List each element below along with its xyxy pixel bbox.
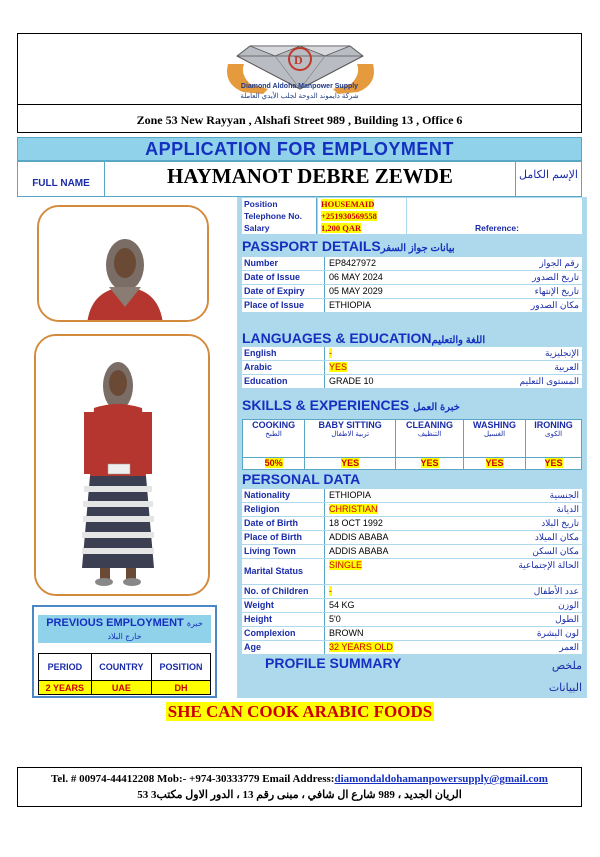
prev-value-country: UAE — [91, 681, 151, 695]
personal-row-pob: Place of Birth ADDIS ABABA مكان الميلاد — [242, 531, 582, 544]
salary-label: Salary — [242, 222, 317, 234]
svg-text:D: D — [294, 53, 303, 67]
position-row — [242, 198, 582, 210]
details-panel — [237, 197, 587, 698]
person-portrait-icon — [39, 207, 209, 322]
previous-employment-header — [38, 615, 211, 643]
personal-row-religion: Religion CHRISTIAN الديانة — [242, 503, 582, 516]
skill-cooking: COOKING الطبخ — [243, 420, 305, 458]
phone-row — [242, 210, 582, 222]
page-title: APPLICATION FOR EMPLOYMENT — [17, 137, 582, 161]
company-address: Zone 53 New Rayyan , Alshafi Street 989 , Building 13 , Office 6 — [18, 104, 581, 134]
skill-ironing-value: YES — [526, 458, 582, 470]
footer — [17, 767, 582, 807]
company-logo — [18, 34, 581, 104]
personal-row-age: Age 32 YEARS OLD العمر — [242, 641, 582, 654]
previous-employment-title-ar: خبرة خارج البلاد — [107, 619, 203, 641]
footer-address-ar: 53 الريان الجديد ، 989 شارع ال شافي ، مبنى رقم 13 ، الدور الاول مكتب3 — [137, 789, 462, 801]
summary-text: SHE CAN COOK ARABIC FOODS — [167, 702, 433, 721]
skill-cleaning-value: YES — [396, 458, 464, 470]
full-name-row — [17, 161, 582, 197]
language-row-english: English - الإنجليزية — [242, 347, 582, 360]
phone-value: +251930569558 — [318, 210, 406, 222]
skill-baby-sitting: BABY SITTING تربية الاطفال — [305, 420, 396, 458]
reference-label: Reference: — [475, 223, 519, 233]
personal-row-nationality: Nationality ETHIOPIA الجنسية — [242, 489, 582, 502]
full-name-label: FULL NAME — [18, 162, 105, 196]
personal-row-complexion: Complexion BROWN لون البشرة — [242, 627, 582, 640]
skill-baby-sitting-value: YES — [305, 458, 396, 470]
full-name-label-ar: الإسم الكامل — [515, 162, 581, 196]
skills-section-title: SKILLS & EXPERIENCES خبرة العمل — [242, 397, 460, 413]
prev-header-country: COUNTRY — [91, 654, 151, 681]
email-link[interactable]: diamondaldohamanpowersupply@gmail.com — [334, 773, 548, 785]
profile-summary-title: PROFILE SUMMARY — [265, 655, 402, 671]
full-body-photo — [34, 334, 210, 596]
company-name-ar: شركة دايموند الدوحة لجلب الأيدي العاملة — [240, 93, 359, 100]
person-full-body-icon — [36, 336, 210, 596]
prev-header-position: POSITION — [152, 654, 211, 681]
prev-header-period: PERIOD — [39, 654, 92, 681]
previous-employment-box — [32, 605, 217, 698]
personal-row-living-town: Living Town ADDIS ABABA مكان السكن — [242, 545, 582, 558]
personal-row-children: No. of Children - عدد الأطفال — [242, 585, 582, 598]
personal-section-title: PERSONAL DATA — [242, 471, 361, 487]
skill-cleaning: CLEANING التنظيف — [396, 420, 464, 458]
language-row-arabic: Arabic YES العربية — [242, 361, 582, 374]
passport-row-expiry: Date of Expiry 05 MAY 2029 تاريخ الإنتهاء — [242, 285, 582, 298]
previous-employment-title: PREVIOUS EMPLOYMENT — [46, 617, 184, 629]
passport-row-number: Number EP8427972 رقم الجواز — [242, 257, 582, 270]
phone-label: Telephone No. — [242, 210, 317, 222]
position-label: Position — [242, 198, 317, 210]
portrait-photo — [37, 205, 209, 322]
profile-summary-title-ar: ملخص البيانات — [548, 660, 582, 694]
footer-contact: Tel. # 00974-44412208 Mob:- +974-30333779 Email Address:diamondaldohamanpowersupply@gmail.com — [51, 773, 548, 785]
header-box — [17, 33, 582, 133]
passport-row-place: Place of Issue ETHIOPIA مكان الصدور — [242, 299, 582, 312]
company-name-en: Diamond Aldoha Manpower Supply — [240, 83, 359, 90]
skill-washing: WASHING الغسيل — [463, 420, 525, 458]
education-row: Education GRADE 10 المستوى التعليم — [242, 375, 582, 388]
position-value: HOUSEMAID — [318, 198, 406, 210]
prev-value-period: 2 YEARS — [39, 681, 92, 695]
previous-employment-table — [38, 653, 211, 695]
passport-section-title: PASSPORT DETAILSبيانات جواز السفر — [242, 238, 455, 254]
skills-table — [242, 419, 582, 470]
personal-row-marital: Marital Status SINGLE الحالة الإجتماعية — [242, 559, 582, 584]
personal-row-dob: Date of Birth 18 OCT 1992 تاريخ البلاد — [242, 517, 582, 530]
personal-row-weight: Weight 54 KG الوزن — [242, 599, 582, 612]
personal-row-height: Height 5'0 الطول — [242, 613, 582, 626]
passport-row-issue: Date of Issue 06 MAY 2024 تاريخ الصدور — [242, 271, 582, 284]
languages-section-title: LANGUAGES & EDUCATIONاللغة والتعليم — [242, 330, 486, 346]
skill-cooking-value: 50% — [243, 458, 305, 470]
skill-ironing: IRONING الكوى — [526, 420, 582, 458]
salary-row — [242, 222, 582, 234]
prev-value-position: DH — [152, 681, 211, 695]
salary-value: 1,200 QAR — [318, 222, 406, 234]
skill-washing-value: YES — [463, 458, 525, 470]
full-name-value: HAYMANOT DEBRE ZEWDE — [167, 164, 453, 188]
